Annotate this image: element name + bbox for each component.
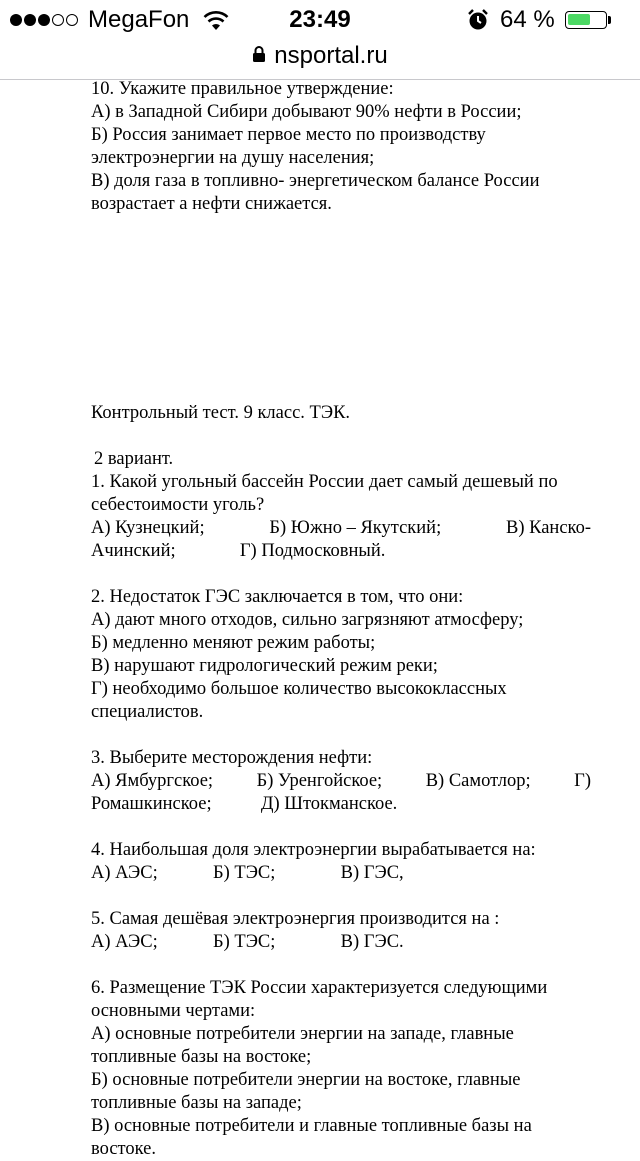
q6-option-c-line2: востоке. bbox=[91, 1139, 156, 1159]
q3-option-d: Г) bbox=[574, 771, 591, 791]
q1-option-c: В) Канско- bbox=[505, 518, 591, 538]
q3-options-row2 bbox=[91, 793, 591, 816]
q1-title-line2: себестоимости уголь? bbox=[91, 495, 265, 515]
q1-option-d: Г) Подмосковный. bbox=[239, 541, 386, 561]
q3-option-c: В) Самотлор; bbox=[425, 771, 531, 791]
q4-option-b: Б) ТЭС; bbox=[213, 863, 276, 883]
q5-title: 5. Самая дешёвая электроэнергия производится на : bbox=[91, 909, 500, 929]
url-text[interactable]: nsportal.ru bbox=[274, 42, 388, 69]
q5-option-a: А) АЭС; bbox=[91, 932, 158, 952]
q2-option-b: Б) медленно меняют режим работы; bbox=[91, 633, 376, 653]
q2-option-c: В) нарушают гидрологический режим реки; bbox=[91, 656, 438, 676]
q1-title-line1: 1. Какой угольный бассейн России дает самый дешевый по bbox=[91, 472, 558, 492]
alarm-icon bbox=[466, 8, 490, 39]
q4-option-c: В) ГЭС, bbox=[340, 863, 404, 883]
battery-icon bbox=[565, 11, 607, 29]
q3-option-b: Б) Уренгойское; bbox=[256, 771, 383, 791]
q10-option-c-line1: В) доля газа в топливно- энергетическом балансе России bbox=[91, 171, 540, 191]
test-heading: Контрольный тест. 9 класс. ТЭК. bbox=[91, 403, 351, 423]
q3-option-d-cont: Ромашкинское; bbox=[91, 794, 212, 814]
q1-options-row2 bbox=[91, 540, 591, 563]
q6-option-b-line2: топливные базы на западе; bbox=[91, 1093, 302, 1113]
q6-option-a-line2: топливные базы на востоке; bbox=[91, 1047, 312, 1067]
q4-title: 4. Наибольшая доля электроэнергии вырабатывается на: bbox=[91, 840, 536, 860]
q2-option-d-line1: Г) необходимо большое количество высококлассных bbox=[91, 679, 507, 699]
q10-title: 10. Укажите правильное утверждение: bbox=[91, 79, 394, 99]
q2-option-d-line2: специалистов. bbox=[91, 702, 204, 722]
battery-nub bbox=[608, 16, 611, 24]
status-bar bbox=[0, 0, 640, 40]
q4-option-a: А) АЭС; bbox=[91, 863, 158, 883]
carrier-name: MegaFon bbox=[88, 6, 190, 33]
q2-option-a: А) дают много отходов, сильно загрязняют атмосферу; bbox=[91, 610, 524, 630]
q3-option-a: А) Ямбургское; bbox=[91, 771, 214, 791]
q1-option-c-cont: Ачинский; bbox=[91, 541, 176, 561]
q1-option-a: А) Кузнецкий; bbox=[91, 518, 205, 538]
battery-fill bbox=[568, 14, 590, 25]
q2-title: 2. Недостаток ГЭС заключается в том, что они: bbox=[91, 587, 464, 607]
lock-icon bbox=[252, 42, 266, 70]
q3-title: 3. Выберите месторождения нефти: bbox=[91, 748, 373, 768]
q5-option-c: В) ГЭС. bbox=[340, 932, 404, 952]
q5-option-b: Б) ТЭС; bbox=[213, 932, 276, 952]
q6-option-b-line1: Б) основные потребители энергии на востоке, главные bbox=[91, 1070, 521, 1090]
q5-options bbox=[91, 931, 591, 954]
q3-option-e: Д) Штокманское. bbox=[260, 794, 398, 814]
variant-label: 2 вариант. bbox=[94, 449, 174, 469]
q10-option-c-line2: возрастает а нефти снижается. bbox=[91, 194, 332, 214]
q6-option-a-line1: А) основные потребители энергии на западе, главные bbox=[91, 1024, 514, 1044]
q6-title-line2: основными чертами: bbox=[91, 1001, 256, 1021]
q4-options bbox=[91, 862, 591, 885]
q1-options-row1 bbox=[91, 517, 591, 540]
q1-option-b: Б) Южно – Якутский; bbox=[269, 518, 442, 538]
q6-option-c-line1: В) основные потребители и главные топливные базы на bbox=[91, 1116, 532, 1136]
battery-percent: 64 % bbox=[500, 6, 555, 33]
q10-option-a: А) в Западной Сибири добывают 90% нефти в России; bbox=[91, 102, 522, 122]
q3-options-row1 bbox=[91, 770, 591, 793]
q10-option-b-line2: электроэнергии на душу населения; bbox=[91, 148, 375, 168]
document-content bbox=[91, 78, 591, 1161]
q6-title-line1: 6. Размещение ТЭК России характеризуется следующими bbox=[91, 978, 548, 998]
clock-time: 23:49 bbox=[289, 6, 351, 33]
address-bar[interactable] bbox=[0, 40, 640, 76]
q10-option-b-line1: Б) Россия занимает первое место по производству bbox=[91, 125, 486, 145]
